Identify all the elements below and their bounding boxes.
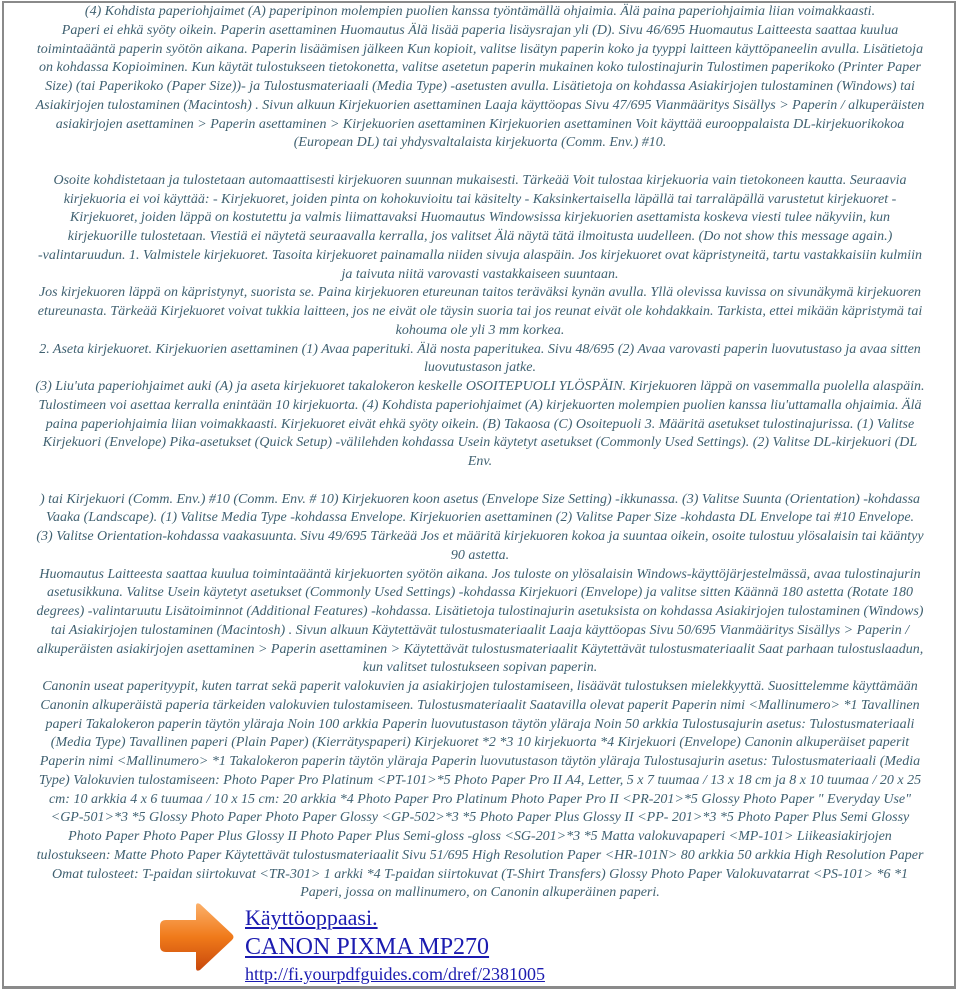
text-line: kun valitset tulostukseen sopivan paperin. — [362, 660, 598, 676]
text-line: 90 astetta. — [450, 547, 510, 563]
text-line: toimintaääntä paperin syötön aikana. Paperin lisäämisen jälkeen Kun kopioit, valitse lisätyn paperin koko ja tyyppi laitteen käyttöpaneelin avulla. Lisätietoja — [36, 41, 924, 57]
product-link[interactable]: CANON PIXMA MP270 — [245, 934, 490, 960]
text-line: Omat tulosteet: T-paidan siirtokuvat <TR-301> 1 arkki *4 T-paidan siirtokuvat (T-Shirt Transfers) Glossy Photo Paper Valokuvatarrat <PS-101> *6 *1 — [52, 866, 908, 882]
text-line: etureunasta. Tärkeää Kirjekuoret voivat tukkia laitteen, jos ne eivät ole täysin suoria tai jos reunat eivät ole kohdakkain. Tarkista, ettei mikään käpristymä tai — [37, 304, 923, 319]
text-line: degrees) -valintaruutu Lisätoiminnot (Additional Features) -kohdassa. Lisätietoja tulostinajurin asetuksista on kohdassa Asiakirjojen tulostaminen (Windows) — [36, 604, 924, 619]
text-line: asetusikkuna. Valitse Usein käytetyt asetukset (Commonly Used Settings) -kohdassa Kirjekuori (Envelope) ja valitse sitten Käännä 180 astetta (Rotate 180 — [47, 585, 913, 601]
text-line: Tulostimeen voi asettaa kerralla enintään 10 kirjekuorta. (4) Kohdista paperiohjaimet (A) kirjekuorten molempien puolien kanssa liu'uttamalla ohjaimia. Älä — [38, 397, 922, 413]
text-line: 2. Aseta kirjekuoret. Kirjekuorien asettaminen (1) Avaa paperituki. Älä nosta paperitukea. Sivu 48/695 (2) Avaa varovasti paperin luovutustaso ja avaa sitten — [39, 341, 921, 357]
text-line: Type) Valokuvien tulostamiseen: Photo Paper Pro Platinum <PT-101>*5 Photo Paper Pro II A4, Letter, 5 x 7 tuumaa / 13 x 18 cm ja 8 x 10 tuumaa / 20 x 25 — [38, 772, 922, 788]
text-line: cm: 10 arkkia 4 x 6 tuumaa / 10 x 15 cm: 20 arkkia *4 Photo Paper Pro Platinum Photo Paper Pro II <PR-201>*5 Glossy Photo Paper " Everyday Use" — [48, 791, 912, 807]
url-link[interactable]: http://fi.yourpdfguides.com/dref/2381005 — [245, 964, 545, 984]
text-line: Paperi, jossa on mallinumero, on Canonin alkuperäinen paperi. — [300, 885, 660, 901]
text-line: Huomautus Laitteesta saattaa kuulua toimintaääntä kirjekuorten syötön aikana. Jos tuloste on ylösalaisin Windows-käyttöjärjestelmässä, avaa tulostinajurin — [39, 566, 921, 582]
text-line: (3) Valitse Orientation-kohdassa vaakasuunta. Sivu 49/695 Tärkeää Jos et määritä kirjekuoren kokoa ja suuntaa oikein, osoite tulostuu ylösalaisin tai kääntyy — [36, 529, 924, 544]
text-line: ) tai Kirjekuori (Comm. Env.) #10 (Comm. Env. # 10) Kirjekuoren koon asetus (Envelope Size Setting) -ikkunassa. (3) Valitse Suunta (Orientation) -kohdassa — [39, 491, 921, 507]
text-line: on kohdassa Kopioiminen. Kun käytät tulostukseen tietokonetta, valitse asetetun paperin mukainen koko tulostinajurin Tulostimen paperikoko (Printer Paper — [39, 60, 921, 76]
text-line: tulostukseen: Matte Photo Paper Käytettävät tulostusmateriaalit Sivu 51/695 High Resolution Paper <HR-101N> 80 arkkia 50 arkkia High Resolution Paper — [36, 847, 924, 863]
text-line: Jos kirjekuoren läppä on käpristynyt, suorista se. Paina kirjekuoren etureunan taitos teräväksi kynän avulla. Yllä olevissa kuvissa on sivunäkymä kirjekuoren — [38, 285, 922, 301]
text-line: Size) (tai Paperikoko (Paper Size))- ja Tulostusmateriaali (Media Type) -asetusten avulla. Lisätietoja on kohdassa Asiakirjojen tulostaminen (Windows) tai — [45, 79, 915, 94]
text-line: <GP-501>*3 *5 Glossy Photo Paper Photo Paper Glossy <GP-502>*3 *5 Photo Paper Plus Glossy II <PP- 201>*3 *5 Photo Paper Plus Semi Glossy — [50, 810, 910, 826]
text-line: Paperi ei ehkä syöty oikein. Paperin asettaminen Huomautus Älä lisää paperia lisäysrajan yli (D). Sivu 46/695 Huomautus Laitteesta saattaa kuulua — [61, 22, 899, 38]
text-line: Photo Paper Photo Paper Plus Glossy II Photo Paper Plus Semi-gloss -gloss <SG-201>*3 *5 Matta valokuvapaperi <MP-101> Liikeasiakirjojen — [68, 829, 892, 844]
text-line: (4) Kohdista paperiohjaimet (A) paperipinon molempien puolien kanssa työntämällä ohjaimia. Älä paina paperiohjaimia liian voimakkaasti. — [84, 4, 876, 19]
text-line: Kirjekuori (Envelope) Pika-asetukset (Quick Setup) -välilehden kohdassa Usein käytetyt asetukset (Commonly Used Settings). (2) Valitse DL-kirjekuori (DL — [42, 435, 918, 451]
text-line: luovutustason jatke. — [424, 360, 536, 376]
text-line: paperi Takalokeron paperin täytön yläraja Noin 100 arkkia Paperin luovutustason täytön yläraja Noin 50 arkkia Tulostusajurin asetus: Tulostusmateriaali — [45, 716, 915, 732]
text-line: ja taivuta niitä varovasti vastakkaiseen suuntaan. — [341, 266, 619, 282]
text-line: (European DL) tai yhdysvaltalaista kirjekuorta (Comm. Env.) #10. — [293, 135, 667, 151]
text-line: alkuperäisten asiakirjojen asettaminen > Paperin asettaminen > Käytettävät tulostusmateriaalit Käytettävät tulostusmateriaalit Saat parhaan tulostuslaadun, — [36, 641, 924, 657]
text-line: (Media Type) Tavallinen paperi (Plain Paper) (Kierrätyspaperi) Kirjekuoret *2 *3 10 kirjekuorta *4 Kirjekuori (Envelope) Canonin alkuperäiset paperit — [50, 735, 910, 751]
text-line — [0, 153, 960, 172]
text-line: -valintaruudun. 1. Valmistele kirjekuoret. Tasoita kirjekuoret painamalla niiden sivuja alaspäin. Jos kirjekuoret ovat käpristyneitä, tartu vastakkaisiin kulmiin — [37, 247, 923, 263]
text-line: Paperin nimi <Mallinumero> *1 Takalokeron paperin täytön yläraja Paperin luovutustason täytön yläraja Tulostusajurin asetus: Tulostusmateriaali (Media — [39, 754, 921, 769]
arrow-right-icon — [156, 900, 236, 974]
text-line: paina paperiohjaimia liian voimakkaasti. Kirjekuoret eivät ehkä syöty oikein. (B) Takaosa (C) Osoitepuoli 3. Määritä asetukset tulostinajurissa. (1) Valitse — [45, 416, 915, 432]
text-line: kirjekuorille tulostetaan. Viestiä ei näytetä seuraavalla kerralla, jos valitset Älä näytä tätä ilmoitusta uudelleen. (Do not show this message again.) — [67, 229, 893, 244]
text-line: Vaaka (Landscape). (1) Valitse Media Type -kohdassa Envelope. Kirjekuorien asettaminen (2) Valitse Paper Size -kohdasta DL Envelope tai #10 Envelope. — [45, 510, 915, 526]
text-line: Canonin useat paperityypit, kuten tarrat sekä paperit valokuvien ja asiakirjojen tulostamiseen, lisäävät tulostuksen mielekkyyttä. Suosittelemme käyttämään — [42, 679, 918, 694]
text-line: Env. — [467, 454, 493, 469]
text-line: kirjekuoria ei voi käyttää: - Kirjekuoret, joiden pinta on kohokuvioitu tai käsitelty - Kaksinkertaisella läpällä tai tarraläpällä varustetut kirjekuoret - — [63, 191, 897, 207]
text-line: kohouma ole yli 3 mm korkea. — [395, 322, 565, 338]
text-line: Osoite kohdistetaan ja tulostetaan automaattisesti kirjekuoren suunnan mukaisesti. Tärkeää Voit tulostaa kirjekuoria vain tietokoneen kautta. Seuraavia — [53, 172, 907, 188]
text-line: (3) Liu'uta paperiohjaimet auki (A) ja aseta kirjekuoret takalokeron keskelle OSOITEPUOLI YLÖSPÄIN. Kirjekuoren läppä on vasemmalla puolella alaspäin. — [35, 379, 925, 394]
text-line: Canonin alkuperäistä paperia tärkeiden valokuvien tulostamiseen. Tulostusmateriaalit Saatavilla olevat paperit Paperin nimi <Mallinumero> *1 Tavallinen — [40, 697, 920, 713]
text-line: Kirjekuoret, joiden läppä on kostutettu ja valmis liimattavaksi Huomautus Windowsissa kirjekuorien asettamista koskeva viesti tulee näkyviin, kun — [70, 210, 890, 226]
user-guide-link[interactable]: Käyttöoppaasi. — [245, 905, 378, 930]
text-line: Asiakirjojen tulostaminen (Macintosh) . Sivun alkuun Kirjekuorien asettaminen Laaja käyttöopas Sivu 47/695 Vianmääritys Sisällys > Paperin / alkuperäisten — [35, 97, 925, 113]
text-line: asiakirjojen asettaminen > Paperin asettaminen > Kirjekuorien asettaminen Kirjekuorien asettaminen Voit käyttää eurooppalaista DL-kirjekuorikokoa — [55, 116, 905, 132]
text-line: tai Asiakirjojen tulostaminen (Macintosh) . Sivun alkuun Käytettävät tulostusmateriaalit Laaja käyttöopas Sivu 50/695 Vianmääritys Sisällys > Paperin / — [50, 622, 910, 638]
document-body — [0, 3, 960, 903]
footer-links — [245, 904, 545, 986]
text-line — [0, 472, 960, 491]
